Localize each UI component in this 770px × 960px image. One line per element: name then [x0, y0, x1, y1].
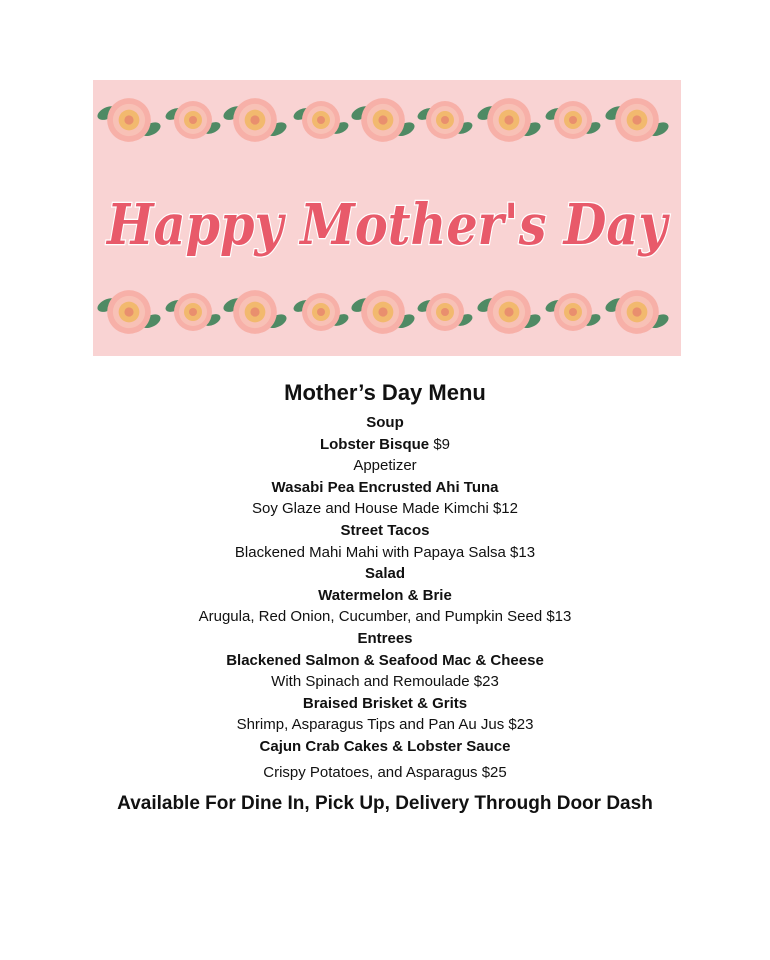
menu-section [0, 376, 770, 818]
rose-icon [292, 101, 351, 139]
item-desc-street-tacos: Blackened Mahi Mahi with Papaya Salsa $13 [234, 543, 536, 561]
menu-title: Mother’s Day Menu [284, 380, 486, 405]
rose-icon [603, 290, 670, 334]
item-price: $9 [429, 435, 451, 453]
rose-row-top [95, 98, 670, 142]
rose-icon [164, 293, 223, 331]
rose-icon [95, 98, 162, 142]
item-name-crab-cakes: Cajun Crab Cakes & Lobster Sauce [259, 737, 511, 755]
item-name-watermelon-brie: Watermelon & Brie [318, 586, 452, 604]
rose-icon [416, 293, 475, 331]
rose-icon [475, 98, 542, 142]
rose-row-bottom [95, 290, 670, 334]
item-name-street-tacos: Street Tacos [340, 521, 430, 539]
rose-icon [221, 98, 288, 142]
availability-note: Available For Dine In, Pick Up, Delivery Through Door Dash [117, 793, 653, 815]
banner-title: Happy Mother's Day [105, 192, 671, 258]
item-name-salmon-mac: Blackened Salmon & Seafood Mac & Cheese [226, 651, 544, 669]
item-desc-crab-cakes: Crispy Potatoes, and Asparagus $25 [263, 763, 507, 781]
salad-heading: Salad [364, 565, 406, 583]
rose-icon [164, 101, 223, 139]
mothers-day-banner [93, 80, 681, 356]
item-name-ahi-tuna: Wasabi Pea Encrusted Ahi Tuna [271, 478, 499, 496]
rose-icon [475, 290, 542, 334]
banner-graphic [93, 80, 681, 356]
rose-icon [603, 98, 670, 142]
item-name: Lobster Bisque [319, 435, 430, 453]
rose-icon [544, 293, 603, 331]
entrees-heading: Entrees [357, 629, 413, 647]
appetizer-heading: Appetizer [353, 457, 417, 475]
item-desc-salmon-mac: With Spinach and Remoulade $23 [271, 673, 499, 691]
rose-icon [95, 290, 162, 334]
item-desc-brisket: Shrimp, Asparagus Tips and Pan Au Jus $23 [236, 716, 534, 734]
rose-icon [221, 290, 288, 334]
menu-item-lobster-bisque [0, 434, 770, 456]
item-name-brisket: Braised Brisket & Grits [302, 694, 468, 712]
rose-icon [349, 98, 416, 142]
rose-icon [349, 290, 416, 334]
rose-icon [416, 101, 475, 139]
item-desc-watermelon-brie: Arugula, Red Onion, Cucumber, and Pumpkin Seed $13 [198, 608, 572, 626]
rose-icon [544, 101, 603, 139]
rose-icon [292, 293, 351, 331]
soup-heading: Soup [366, 414, 404, 431]
item-desc-ahi-tuna: Soy Glaze and House Made Kimchi $12 [252, 500, 518, 518]
